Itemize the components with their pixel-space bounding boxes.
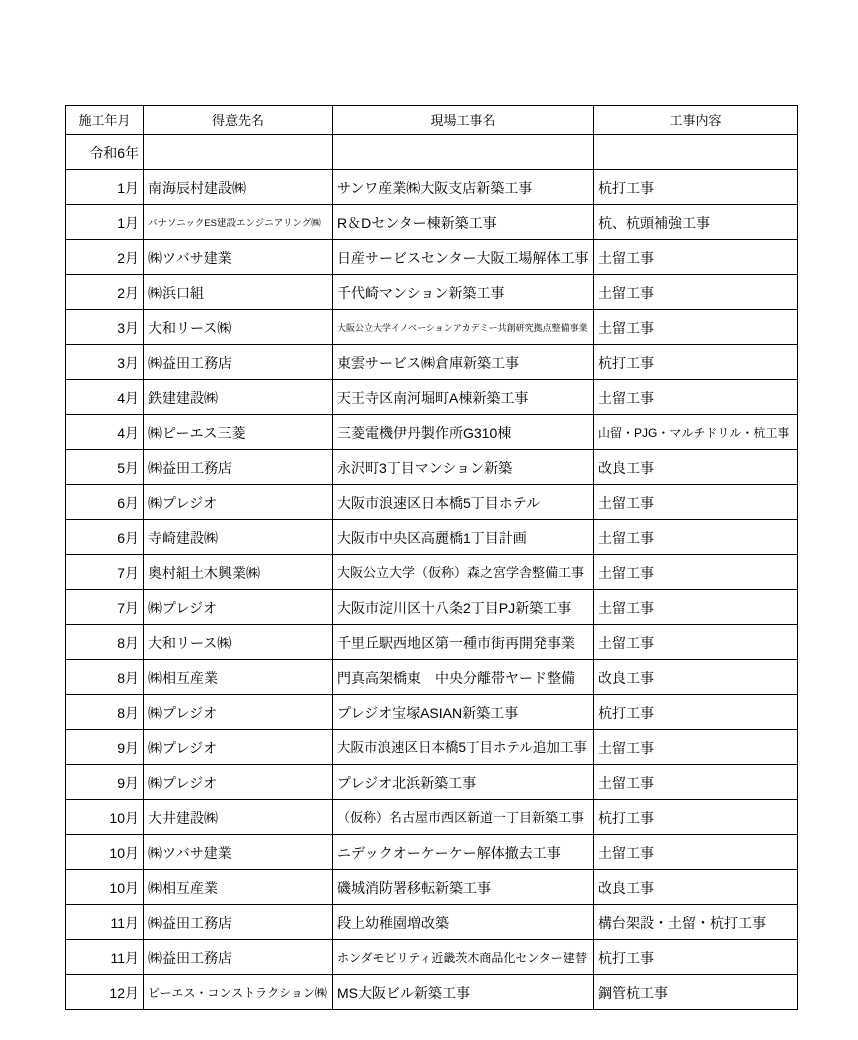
site-cell: MS大阪ビル新築工事 xyxy=(333,975,594,1010)
site-cell: 千代崎マンション新築工事 xyxy=(333,275,594,310)
table-body xyxy=(66,135,798,1010)
site-cell: サンワ産業㈱大阪支店新築工事 xyxy=(333,170,594,205)
client-cell: ㈱ピーエス三菱 xyxy=(144,415,333,450)
client-cell: ㈱浜口組 xyxy=(144,275,333,310)
month-cell: 10月 xyxy=(66,835,144,870)
table-row xyxy=(66,590,798,625)
month-cell: 8月 xyxy=(66,625,144,660)
work-cell: 土留工事 xyxy=(594,590,798,625)
work-cell: 杭打工事 xyxy=(594,170,798,205)
empty-cell xyxy=(594,135,798,170)
work-cell: 土留工事 xyxy=(594,730,798,765)
work-cell: 杭、杭頭補強工事 xyxy=(594,205,798,240)
work-cell: 土留工事 xyxy=(594,275,798,310)
client-cell: 大和リース㈱ xyxy=(144,310,333,345)
table-row xyxy=(66,730,798,765)
work-cell: 杭打工事 xyxy=(594,695,798,730)
site-cell: ニデックオーケーケー解体撤去工事 xyxy=(333,835,594,870)
month-cell: 6月 xyxy=(66,485,144,520)
table-row xyxy=(66,310,798,345)
work-cell: 改良工事 xyxy=(594,660,798,695)
site-cell: 大阪公立大学（仮称）森之宮学舎整備工事 xyxy=(333,555,594,590)
site-cell: 門真高架橋東 中央分離帯ヤード整備 xyxy=(333,660,594,695)
empty-cell xyxy=(333,135,594,170)
month-cell: 9月 xyxy=(66,765,144,800)
work-cell: 山留・PJG・マルチドリル・杭工事 xyxy=(594,415,798,450)
month-cell: 1月 xyxy=(66,205,144,240)
table-header xyxy=(66,106,798,135)
month-cell: 2月 xyxy=(66,240,144,275)
month-cell: 12月 xyxy=(66,975,144,1010)
client-cell: ㈱プレジオ xyxy=(144,590,333,625)
month-cell: 11月 xyxy=(66,940,144,975)
site-cell: プレジオ宝塚ASIAN新築工事 xyxy=(333,695,594,730)
site-cell: 大阪市中央区高麗橋1丁目計画 xyxy=(333,520,594,555)
client-cell: ㈱プレジオ xyxy=(144,730,333,765)
site-cell: 日産サービスセンター大阪工場解体工事 xyxy=(333,240,594,275)
table-row xyxy=(66,835,798,870)
work-cell: 土留工事 xyxy=(594,555,798,590)
client-cell: 寺崎建設㈱ xyxy=(144,520,333,555)
month-cell: 9月 xyxy=(66,730,144,765)
site-cell: 大阪市浪速区日本橋5丁目ホテル追加工事 xyxy=(333,730,594,765)
month-cell: 2月 xyxy=(66,275,144,310)
table-row xyxy=(66,905,798,940)
year-cell: 令和6年 xyxy=(66,135,144,170)
work-cell: 鋼管杭工事 xyxy=(594,975,798,1010)
site-cell: 永沢町3丁目マンション新築 xyxy=(333,450,594,485)
work-cell: 改良工事 xyxy=(594,870,798,905)
table-row xyxy=(66,380,798,415)
month-cell: 4月 xyxy=(66,415,144,450)
site-cell: R＆Dセンター棟新築工事 xyxy=(333,205,594,240)
column-header: 現場工事名 xyxy=(333,106,594,135)
work-cell: 杭打工事 xyxy=(594,940,798,975)
table-row xyxy=(66,170,798,205)
table-row xyxy=(66,940,798,975)
work-cell: 土留工事 xyxy=(594,380,798,415)
table-row xyxy=(66,450,798,485)
site-cell: 三菱電機伊丹製作所G310棟 xyxy=(333,415,594,450)
header-row xyxy=(66,106,798,135)
work-cell: 改良工事 xyxy=(594,450,798,485)
client-cell: 鉄建建設㈱ xyxy=(144,380,333,415)
site-cell: 千里丘駅西地区第一種市街再開発事業 xyxy=(333,625,594,660)
table-row xyxy=(66,800,798,835)
site-cell: 段上幼稚園増改築 xyxy=(333,905,594,940)
table-row xyxy=(66,695,798,730)
client-cell: ㈱プレジオ xyxy=(144,485,333,520)
work-cell: 土留工事 xyxy=(594,835,798,870)
work-cell: 土留工事 xyxy=(594,765,798,800)
client-cell: ㈱相互産業 xyxy=(144,870,333,905)
month-cell: 8月 xyxy=(66,695,144,730)
column-header: 工事内容 xyxy=(594,106,798,135)
month-cell: 7月 xyxy=(66,555,144,590)
column-header: 得意先名 xyxy=(144,106,333,135)
work-cell: 杭打工事 xyxy=(594,800,798,835)
work-cell: 土留工事 xyxy=(594,520,798,555)
work-cell: 土留工事 xyxy=(594,240,798,275)
month-cell: 4月 xyxy=(66,380,144,415)
empty-cell xyxy=(144,135,333,170)
table-row xyxy=(66,205,798,240)
client-cell: 大和リース㈱ xyxy=(144,625,333,660)
work-cell: 土留工事 xyxy=(594,625,798,660)
month-cell: 5月 xyxy=(66,450,144,485)
work-cell: 土留工事 xyxy=(594,310,798,345)
table-row xyxy=(66,975,798,1010)
client-cell: ㈱相互産業 xyxy=(144,660,333,695)
year-row xyxy=(66,135,798,170)
client-cell: ㈱プレジオ xyxy=(144,765,333,800)
month-cell: 3月 xyxy=(66,310,144,345)
site-cell: プレジオ北浜新築工事 xyxy=(333,765,594,800)
month-cell: 1月 xyxy=(66,170,144,205)
month-cell: 10月 xyxy=(66,800,144,835)
table-row xyxy=(66,345,798,380)
table-row xyxy=(66,275,798,310)
table-row xyxy=(66,660,798,695)
client-cell: ㈱益田工務店 xyxy=(144,940,333,975)
client-cell: 奥村組土木興業㈱ xyxy=(144,555,333,590)
client-cell: ㈱ツバサ建業 xyxy=(144,240,333,275)
client-cell: ㈱プレジオ xyxy=(144,695,333,730)
site-cell: 大阪市淀川区十八条2丁目PJ新築工事 xyxy=(333,590,594,625)
construction-record-table xyxy=(65,105,798,1010)
client-cell: ㈱益田工務店 xyxy=(144,345,333,380)
site-cell: （仮称）名古屋市西区新道一丁目新築工事 xyxy=(333,800,594,835)
site-cell: 磯城消防署移転新築工事 xyxy=(333,870,594,905)
table-row xyxy=(66,625,798,660)
month-cell: 11月 xyxy=(66,905,144,940)
table-row xyxy=(66,765,798,800)
table-row xyxy=(66,415,798,450)
table-row xyxy=(66,555,798,590)
client-cell: パナソニックES建設エンジニアリング㈱ xyxy=(144,205,333,240)
site-cell: 大阪市浪速区日本橋5丁目ホテル xyxy=(333,485,594,520)
month-cell: 7月 xyxy=(66,590,144,625)
site-cell: 天王寺区南河堀町A棟新築工事 xyxy=(333,380,594,415)
work-cell: 土留工事 xyxy=(594,485,798,520)
client-cell: ピーエス・コンストラクション㈱ xyxy=(144,975,333,1010)
site-cell: 東雲サービス㈱倉庫新築工事 xyxy=(333,345,594,380)
table-row xyxy=(66,240,798,275)
client-cell: 大井建設㈱ xyxy=(144,800,333,835)
work-cell: 構台架設・土留・杭打工事 xyxy=(594,905,798,940)
client-cell: ㈱ツバサ建業 xyxy=(144,835,333,870)
table-row xyxy=(66,870,798,905)
month-cell: 6月 xyxy=(66,520,144,555)
table-row xyxy=(66,485,798,520)
site-cell: ホンダモビリティ近畿茨木商品化センター建替 xyxy=(333,940,594,975)
client-cell: ㈱益田工務店 xyxy=(144,450,333,485)
table-row xyxy=(66,520,798,555)
site-cell: 大阪公立大学イノベーションアカデミー共創研究拠点整備事業 xyxy=(333,310,594,345)
client-cell: ㈱益田工務店 xyxy=(144,905,333,940)
month-cell: 10月 xyxy=(66,870,144,905)
month-cell: 3月 xyxy=(66,345,144,380)
work-cell: 杭打工事 xyxy=(594,345,798,380)
client-cell: 南海辰村建設㈱ xyxy=(144,170,333,205)
column-header: 施工年月 xyxy=(66,106,144,135)
month-cell: 8月 xyxy=(66,660,144,695)
